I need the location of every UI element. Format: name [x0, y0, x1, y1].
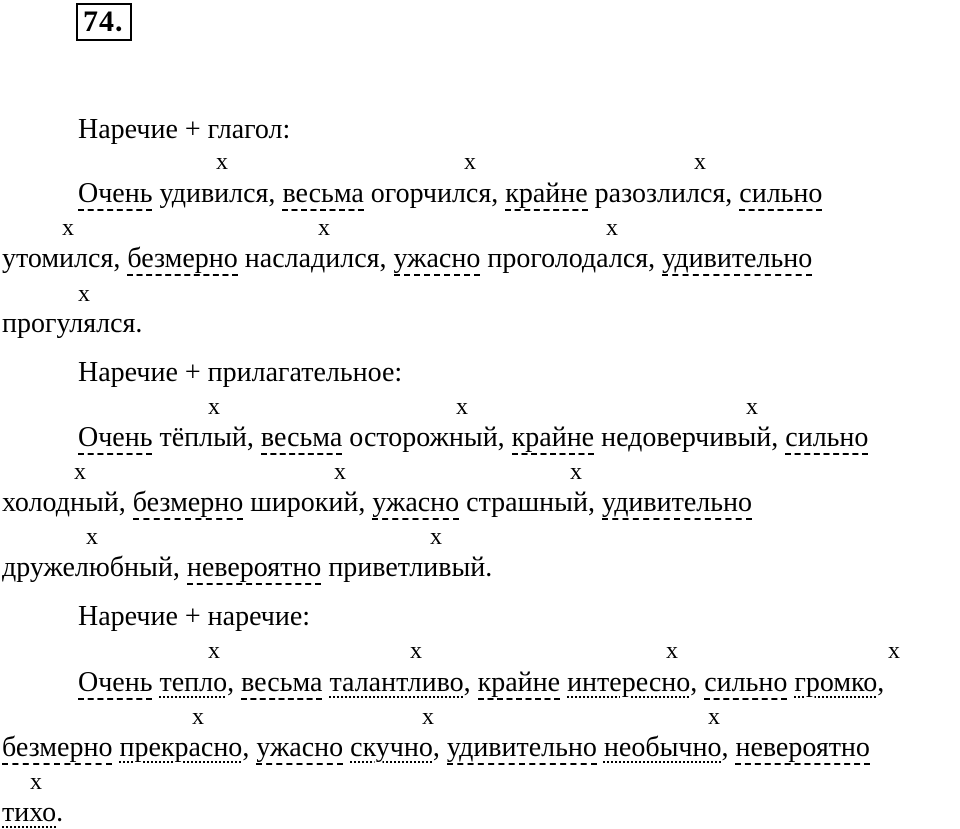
- comma: ,: [877, 667, 885, 698]
- comma: ,: [690, 667, 698, 698]
- verb-word: удивился,: [159, 178, 276, 209]
- x-marker: x: [606, 215, 618, 241]
- x-marker: x: [86, 524, 98, 550]
- adverb-word: ужасно: [372, 487, 460, 518]
- adverb-word: весьма: [282, 178, 364, 209]
- text-line: [2, 552, 492, 584]
- adjective-word: дружелюбный,: [2, 552, 180, 583]
- x-marker: x: [74, 459, 86, 485]
- text-line: [2, 732, 870, 764]
- x-marker: x: [208, 638, 220, 664]
- comma: ,: [463, 667, 471, 698]
- adverb-word: Очень: [78, 667, 153, 698]
- comma: ,: [432, 732, 440, 763]
- x-marker: x: [694, 149, 706, 175]
- adverb-word: невероятно: [186, 552, 322, 583]
- adjective-word: приветливый.: [328, 552, 493, 583]
- x-marker: x: [216, 149, 228, 175]
- text-line: [2, 487, 752, 519]
- adjective-word: осторожный,: [349, 422, 505, 453]
- adjective-word: холодный,: [2, 487, 126, 518]
- x-marker: x: [318, 215, 330, 241]
- verb-word: разозлился,: [594, 178, 733, 209]
- adverb-word: весьма: [260, 422, 343, 453]
- adverb-head-word: тепло: [159, 667, 228, 698]
- adverb-head-word: интересно: [567, 667, 691, 698]
- x-marker: x: [192, 704, 204, 730]
- verb-word: утомился,: [2, 243, 121, 274]
- adverb-word: Очень: [78, 178, 153, 209]
- adverb-word: безмерно: [132, 487, 244, 518]
- x-marker: x: [666, 638, 678, 664]
- section-heading: Наречие + прилагательное:: [78, 357, 403, 388]
- comma: ,: [721, 732, 729, 763]
- adverb-word: ужасно: [256, 732, 344, 763]
- verb-word: прогулялся.: [2, 308, 143, 339]
- x-marker: x: [62, 215, 74, 241]
- adverb-word: ужасно: [393, 243, 481, 274]
- text-line: [2, 243, 812, 275]
- x-marker: x: [456, 394, 468, 420]
- x-marker: x: [422, 704, 434, 730]
- adverb-word: удивительно: [601, 487, 753, 518]
- adverb-word: невероятно: [735, 732, 870, 763]
- x-marker: x: [570, 459, 582, 485]
- adjective-word: тёплый,: [159, 422, 254, 453]
- text-line: [2, 797, 63, 829]
- x-marker: x: [430, 524, 442, 550]
- x-marker: x: [30, 769, 42, 795]
- adverb-word: сильно: [785, 422, 869, 453]
- text-line: [78, 178, 822, 210]
- adjective-word: страшный,: [466, 487, 595, 518]
- adverb-word: удивительно: [662, 243, 813, 274]
- x-marker: x: [334, 459, 346, 485]
- x-marker: x: [708, 704, 720, 730]
- adverb-word: Очень: [78, 422, 153, 453]
- adverb-word: крайне: [477, 667, 561, 698]
- section-heading: Наречие + наречие:: [78, 601, 311, 632]
- adverb-word: безмерно: [127, 243, 238, 274]
- adjective-word: широкий,: [250, 487, 366, 518]
- adverb-head-word: талантливо: [329, 667, 464, 698]
- adverb-word: удивительно: [446, 732, 597, 763]
- x-marker: x: [78, 281, 90, 307]
- comma: ,: [242, 732, 250, 763]
- section-heading: Наречие + глагол:: [78, 114, 291, 145]
- text-line: [2, 308, 142, 340]
- adverb-head-word: скучно: [350, 732, 433, 763]
- adjective-word: недоверчивый,: [601, 422, 779, 453]
- adverb-word: сильно: [704, 667, 788, 698]
- exercise-number: 74.: [76, 3, 132, 41]
- adverb-head-word: тихо: [2, 797, 57, 828]
- adverb-head-word: громко: [794, 667, 878, 698]
- text-line: [78, 422, 868, 454]
- verb-word: огорчился,: [370, 178, 499, 209]
- verb-word: насладился,: [244, 243, 387, 274]
- adverb-word: крайне: [511, 422, 595, 453]
- adverb-word: сильно: [739, 178, 823, 209]
- x-marker: x: [208, 394, 220, 420]
- adverb-head-word: прекрасно: [119, 732, 243, 763]
- x-marker: x: [746, 394, 758, 420]
- text-line: [78, 667, 884, 699]
- verb-word: проголодался,: [487, 243, 656, 274]
- adverb-word: весьма: [241, 667, 323, 698]
- adverb-word: крайне: [505, 178, 588, 209]
- comma: ,: [227, 667, 235, 698]
- period: .: [56, 797, 64, 828]
- adverb-head-word: необычно: [603, 732, 722, 763]
- x-marker: x: [410, 638, 422, 664]
- adverb-word: безмерно: [2, 732, 113, 763]
- x-marker: x: [464, 149, 476, 175]
- x-marker: x: [888, 638, 900, 664]
